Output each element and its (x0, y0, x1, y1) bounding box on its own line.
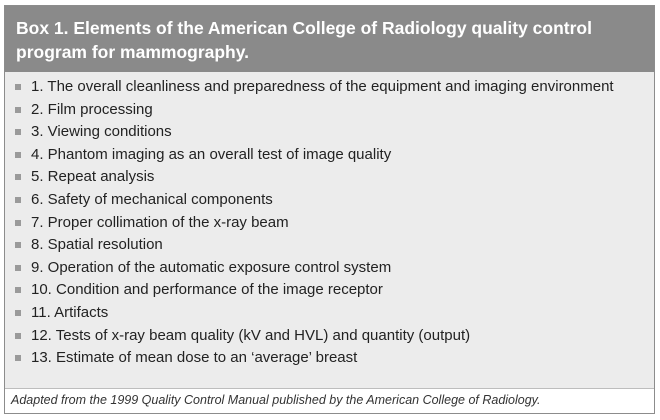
list-item (15, 234, 644, 257)
list-item-text: 3. Viewing conditions (31, 123, 172, 141)
list-item (15, 302, 644, 325)
box-title: Box 1. Elements of the American College of Radiology quality control program for mammography. (5, 6, 654, 72)
list-item (15, 99, 644, 122)
list-item-text: 8. Spatial resolution (31, 236, 163, 254)
square-bullet-icon (15, 242, 21, 248)
list-item-text: 10. Condition and performance of the image receptor (31, 281, 383, 299)
square-bullet-icon (15, 310, 21, 316)
list-item-text: 11. Artifacts (31, 303, 109, 321)
list-item-text: 2. Film processing (31, 100, 153, 118)
square-bullet-icon (15, 220, 21, 226)
list-item (15, 212, 644, 235)
list-item-text: 13. Estimate of mean dose to an ‘average’ breast (31, 349, 358, 367)
list-item-text: 12. Tests of x-ray beam quality (kV and HVL) and quantity (output) (31, 326, 471, 344)
list-item-text: 9. Operation of the automatic exposure control system (31, 258, 392, 276)
list-item (15, 325, 644, 348)
list-item (15, 166, 644, 189)
box-footnote: Adapted from the 1999 Quality Control Manual published by the American College of Radiology. (5, 388, 654, 414)
list-item (15, 121, 644, 144)
square-bullet-icon (15, 265, 21, 271)
square-bullet-icon (15, 107, 21, 113)
list-item (15, 76, 644, 99)
list-item-text: 5. Repeat analysis (31, 168, 155, 186)
box-item-list (5, 72, 654, 388)
info-box (4, 5, 655, 414)
square-bullet-icon (15, 129, 21, 135)
list-item (15, 257, 644, 280)
list-item (15, 189, 644, 212)
list-item-text: 6. Safety of mechanical components (31, 190, 273, 208)
square-bullet-icon (15, 287, 21, 293)
list-item (15, 279, 644, 302)
list-item (15, 347, 644, 370)
square-bullet-icon (15, 174, 21, 180)
square-bullet-icon (15, 333, 21, 339)
square-bullet-icon (15, 197, 21, 203)
list-item-text: 1. The overall cleanliness and preparedness of the equipment and imaging environment (31, 78, 614, 95)
list-item-text: 4. Phantom imaging as an overall test of image quality (31, 145, 392, 163)
list-item (15, 144, 644, 167)
square-bullet-icon (15, 355, 21, 361)
square-bullet-icon (15, 152, 21, 158)
square-bullet-icon (15, 84, 21, 90)
list-item-text: 7. Proper collimation of the x-ray beam (31, 213, 289, 231)
